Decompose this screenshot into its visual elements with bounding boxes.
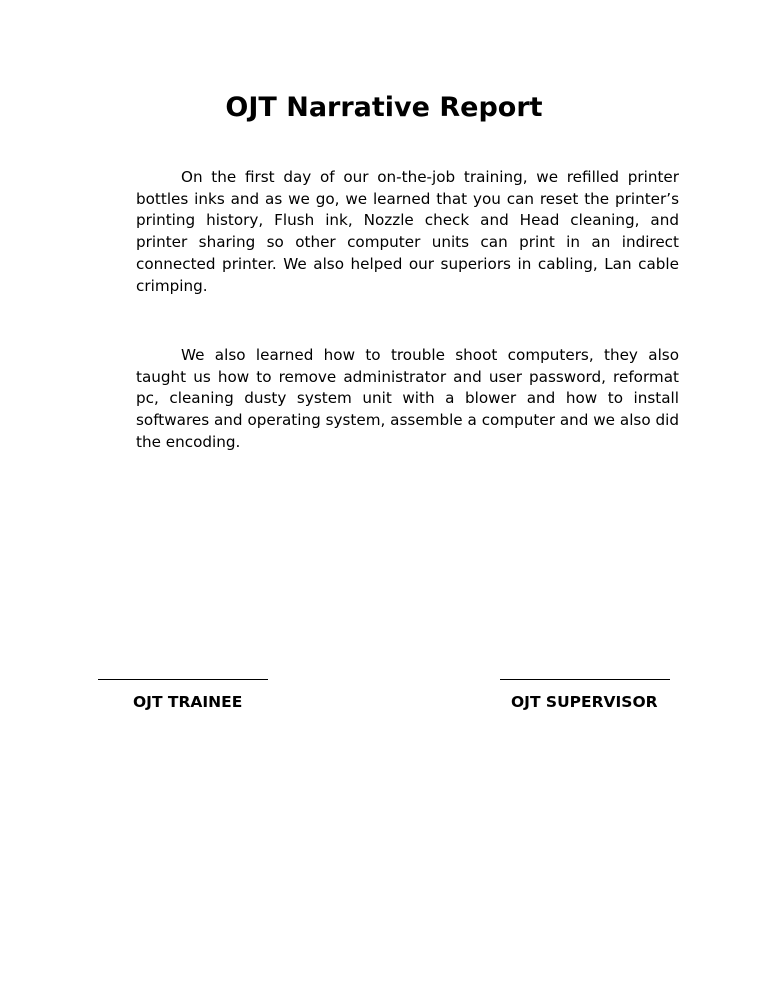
paragraph-training-first-day: On the first day of our on-the-job training, we refilled printer bottles inks and as we go, we learned that you can reset the printer’s printing history, Flush ink, Nozzle check and Head cleaning, and printer sharing so other computer units can print in an indirect connected printer. We also helped our superiors in cabling, Lan cable crimping. bbox=[136, 168, 679, 295]
trainee-signature-label: OJT TRAINEE bbox=[133, 693, 243, 711]
supervisor-signature-line bbox=[500, 679, 670, 680]
paragraph-troubleshooting: We also learned how to trouble shoot computers, they also taught us how to remove administrator and user password, reformat pc, cleaning dusty system unit with a blower and how to install softwares and operating system, assemble a computer and we also did the encoding. bbox=[136, 346, 679, 451]
report-title: OJT Narrative Report bbox=[225, 92, 543, 123]
trainee-signature-line bbox=[98, 679, 268, 680]
supervisor-signature-label: OJT SUPERVISOR bbox=[511, 693, 658, 711]
